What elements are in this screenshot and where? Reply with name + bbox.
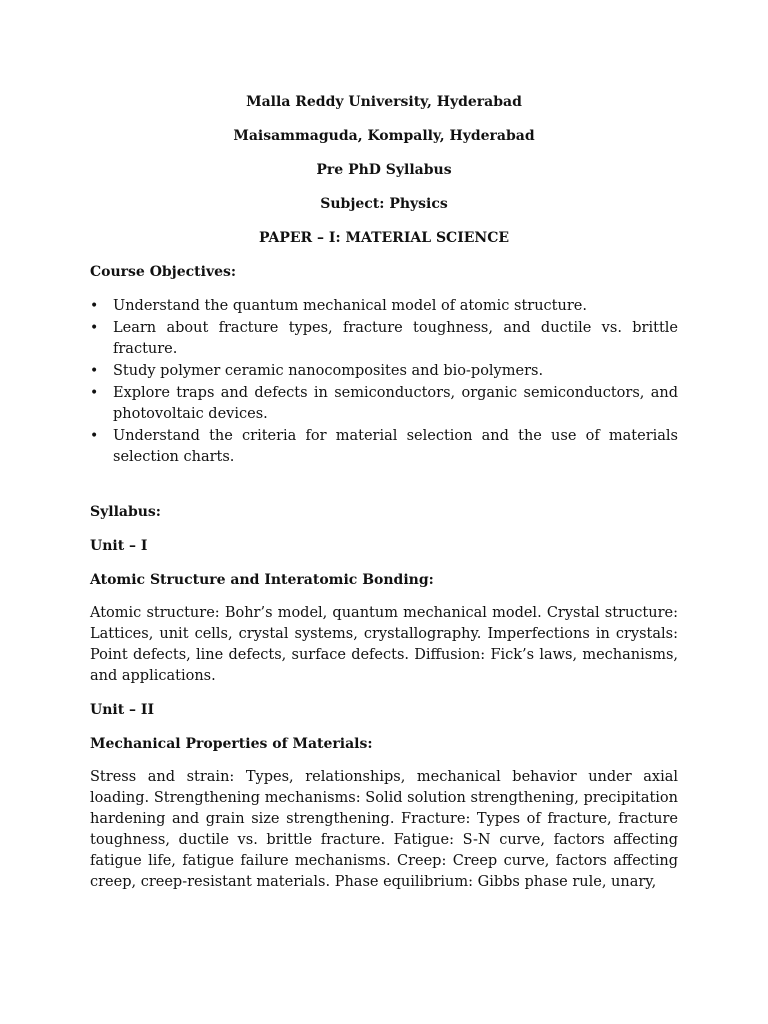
objective-text: Understand the criteria for material selection and the use of materials selection charts. [113,428,678,465]
unit-label: Unit – II [90,702,155,718]
bullet-icon: • [90,385,99,401]
unit-body: Atomic structure: Bohr’s model, quantum mechanical model. Crystal structure: Lattices, unit cells, crystal systems, crystallography. Imperfections in crystals: Point defects, line defects, surface defects. Diffusion: Fick’s laws, mechanisms, and applications. [90,605,678,684]
objective-text: Explore traps and defects in semiconductors, organic semiconductors, and photovoltaic devices. [113,385,678,422]
unit-title: Atomic Structure and Interatomic Bonding: [90,572,434,588]
objective-item [90,383,678,425]
unit-body: Stress and strain: Types, relationships, mechanical behavior under axial loading. Strengthening mechanisms: Solid solution strengthening, precipitation hardening and grain size strengthening. Fracture: Types of fracture, fracture toughness, ductile vs. brittle fracture. Fatigue: S-N curve, factors affecting fatigue life, fatigue failure mechanisms. Creep: Creep curve, factors affecting creep, creep-resistant materials. Phase equilibrium: Gibbs phase rule, unary, [90,769,678,890]
objective-item [90,318,678,360]
bullet-icon: • [90,298,99,314]
objective-item [90,426,678,468]
subject-line: Subject: Physics [320,196,448,212]
course-objectives-heading: Course Objectives: [90,264,237,280]
syllabus-title: Pre PhD Syllabus [316,162,452,178]
paper-title: PAPER – I: MATERIAL SCIENCE [258,230,510,246]
objective-text: Understand the quantum mechanical model of atomic structure. [113,298,587,314]
objective-text: Learn about fracture types, fracture toughness, and ductile vs. brittle fracture. [113,320,678,357]
unit-label: Unit – I [90,538,148,554]
bullet-icon: • [90,320,99,336]
university-address: Maisammaguda, Kompally, Hyderabad [233,128,535,144]
objectives-list [90,296,678,469]
objective-item [90,361,678,382]
university-name: Malla Reddy University, Hyderabad [246,94,522,110]
objective-text: Study polymer ceramic nanocomposites and bio-polymers. [113,363,544,379]
bullet-icon: • [90,363,99,379]
bullet-icon: • [90,428,99,444]
objective-item [90,296,678,317]
unit-title: Mechanical Properties of Materials: [90,736,373,752]
syllabus-heading: Syllabus: [90,504,161,520]
